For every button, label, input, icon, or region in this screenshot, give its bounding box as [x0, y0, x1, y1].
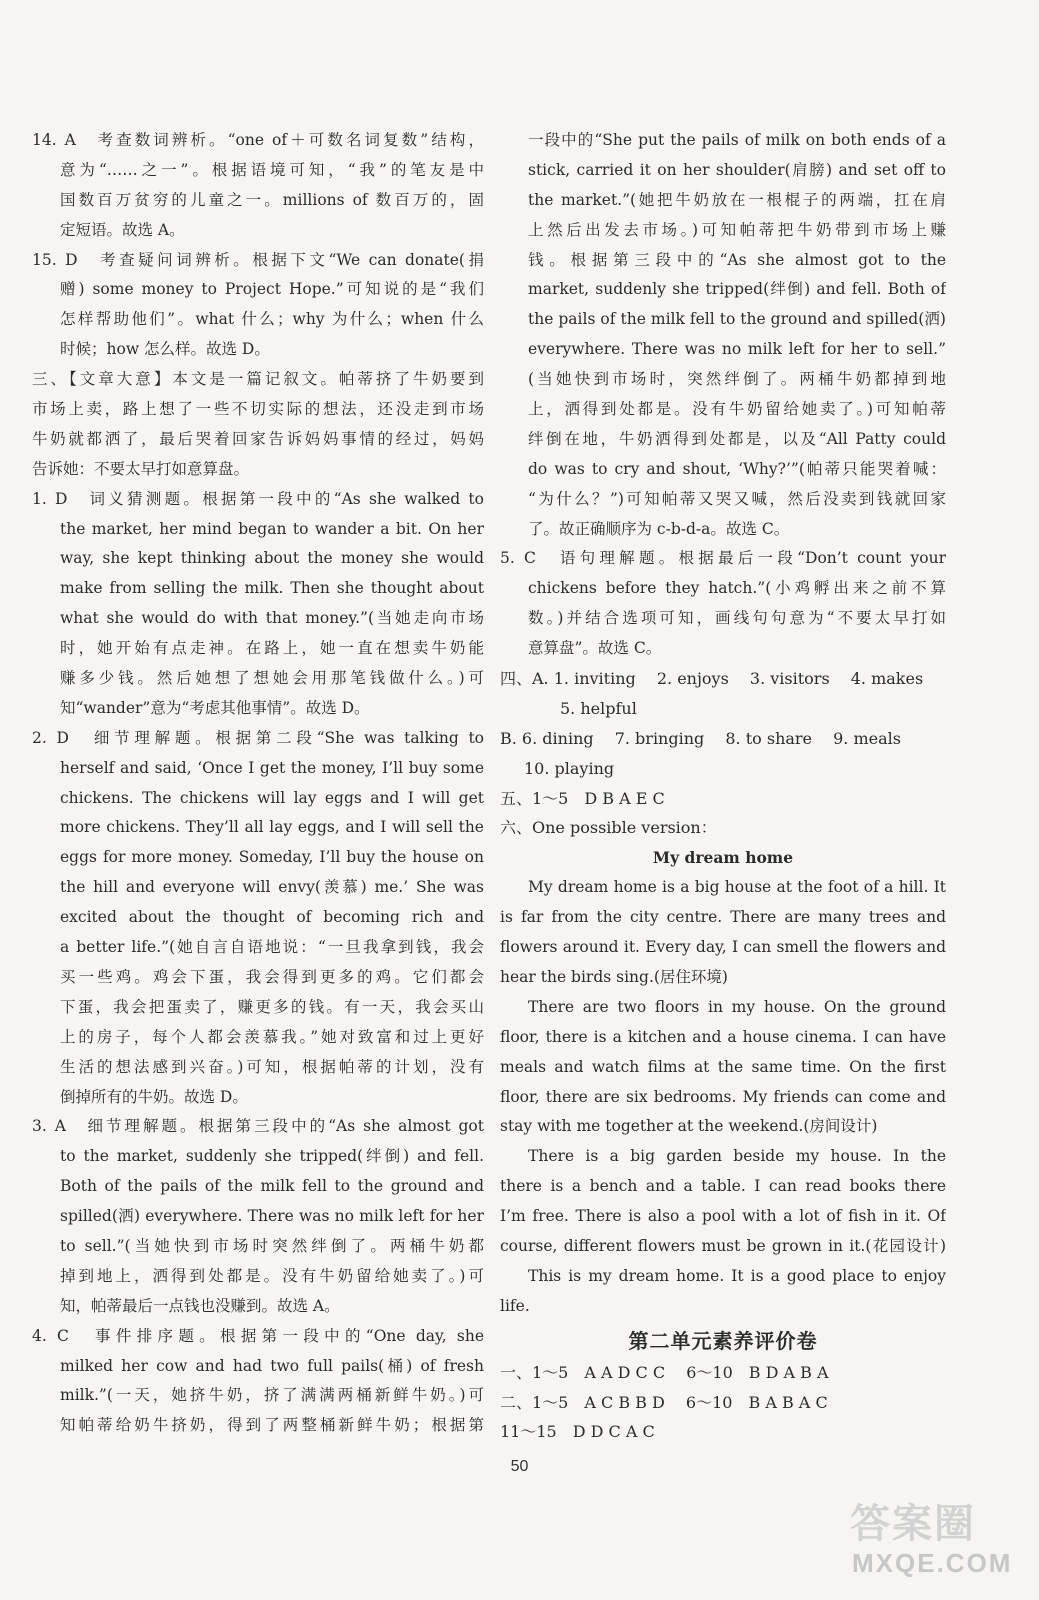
- unit2-row3: 11～15 D D C A C: [500, 1422, 655, 1442]
- right-text-line: the pails of the milk fell to the ground and spilled(洒): [528, 310, 946, 329]
- left-text-line: what she would do with that money.”(当她走向市场: [60, 609, 484, 628]
- left-text-line: 市场上卖，路上想了一些不切实际的想法，还没走到市场: [32, 400, 484, 419]
- right-text-line: 一段中的“She put the pails of milk on both ends of a: [528, 131, 946, 149]
- left-text-line: eggs for more money. Someday, I’ll buy the house on: [60, 848, 484, 867]
- essay-line: There are two floors in my house. On the ground: [528, 997, 946, 1016]
- essay-line: there is a bench and a table. I can read books there: [500, 1177, 946, 1196]
- left-text-line: the hill and everyone will envy(羡慕) me.’ She was: [60, 878, 484, 897]
- left-text-line: 时候；how 怎么样。故选 D。: [60, 340, 270, 359]
- vocab-line-b: B. 6. dining 7. bringing 8. to share 9. meals: [500, 728, 901, 748]
- left-text-line: 4. C 事件排序题。根据第一段中的“One day, she: [32, 1326, 484, 1345]
- watermark-logo: [838, 1490, 1028, 1590]
- right-text-line: 绊倒在地，牛奶洒得到处都是，以及“All Patty could: [528, 429, 946, 448]
- left-text-line: 2. D 细节理解题。根据第二段“She was talking to: [32, 728, 484, 747]
- left-text-line: 告诉她：不要太早打如意算盘。: [32, 459, 250, 478]
- essay-line: floor, there is a kitchen and a house cinema. I can have: [500, 1027, 946, 1046]
- right-text-line: 数。)并结合选项可知，画线句句意为“不要太早打如: [528, 609, 946, 628]
- left-text-line: 三、【文章大意】本文是一篇记叙文。帕蒂挤了牛奶要到: [32, 370, 484, 389]
- right-text-line: 钱。根据第三段中的“As she almost got to the: [528, 250, 946, 269]
- left-text-line: herself and said, ‘Once I get the money, I’ll buy some: [60, 758, 484, 777]
- left-text-line: 赚多少钱。然后她想了想她会用那笔钱做什么。)可: [60, 669, 484, 688]
- right-text-line: the market.”(她把牛奶放在一根棍子的两端，扛在肩: [528, 190, 946, 209]
- right-text-line: stick, carried it on her shoulder(肩膀) and set off to: [528, 160, 946, 179]
- left-column: [32, 126, 484, 1441]
- right-column: [500, 126, 946, 1447]
- left-text-line: 掉到地上，洒得到处都是。没有牛奶留给她卖了。)可: [60, 1266, 484, 1285]
- right-text-line: market, suddenly she tripped(绊倒) and fell. Both of: [528, 280, 946, 299]
- left-text-line: 国数百万贫穷的儿童之一。millions of 数百万的，固: [60, 190, 484, 209]
- left-text-line: 时，她开始有点走神。在路上，她一直在想卖牛奶能: [60, 639, 484, 658]
- left-text-line: 买一些鸡。鸡会下蛋，我会得到更多的鸡。它们都会: [60, 967, 484, 986]
- vocab-line-a: 四、A. 1. inviting 2. enjoys 3. visitors 4. makes: [500, 669, 924, 689]
- essay-line: I’m free. There is also a pool with a lot of fish in it. Of: [500, 1207, 946, 1226]
- left-text-line: 15. D 考查疑问词辨析。根据下文“We can donate(捐: [32, 250, 484, 269]
- left-text-line: 怎样帮助他们”。what 什么；why 为什么；when 什么: [60, 310, 484, 329]
- right-text-line: 上，洒得到处都是。没有牛奶留给她卖了。)可知帕蒂: [528, 400, 946, 419]
- essay-line: life.: [500, 1296, 530, 1315]
- left-text-line: the market, her mind began to wander a bit. On her: [60, 519, 484, 538]
- essay-line: stay with me together at the weekend.(房间设计): [500, 1117, 878, 1136]
- left-text-line: milked her cow and had two full pails(桶) of fresh: [60, 1356, 484, 1375]
- left-text-line: 牛奶就都洒了，最后哭着回家告诉妈妈事情的经过，妈妈: [32, 429, 484, 448]
- essay-line: is far from the city centre. There are many trees and: [500, 908, 946, 927]
- left-text-line: 知，帕蒂最后一点钱也没赚到。故选 A。: [60, 1296, 340, 1315]
- left-text-line: 知“wander”意为“考虑其他事情”。故选 D。: [60, 698, 370, 717]
- left-text-line: more chickens. They’ll all lay eggs, and I will sell the: [60, 818, 484, 837]
- essay-line: This is my dream home. It is a good place to enjoy: [528, 1266, 946, 1285]
- section-five-answers: 五、1～5 D B A E C: [500, 788, 665, 808]
- unit2-title: 第二单元素养评价卷: [628, 1328, 818, 1353]
- essay-line: hear the birds sing.(居住环境): [500, 967, 728, 986]
- left-text-line: 上的房子，每个人都会羡慕我。”她对致富和过上更好: [60, 1027, 484, 1046]
- left-text-line: way, she kept thinking about the money she would: [60, 549, 484, 568]
- left-text-line: 14. A 考查数词辨析。“one of＋可数名词复数”结构，: [32, 131, 484, 149]
- left-text-line: 赠) some money to Project Hope.”可知说的是“我们: [60, 280, 484, 299]
- right-text-line: 意算盘”。故选 C。: [528, 639, 662, 658]
- left-text-line: 生活的想法感到兴奋。)可知，根据帕蒂的计划，没有: [60, 1057, 484, 1076]
- vocab-line-a2: 5. helpful: [560, 698, 637, 718]
- left-text-line: chickens. The chickens will lay eggs and I will get: [60, 788, 484, 807]
- watermark-logo-text: 答案圈: [850, 1501, 976, 1547]
- vocab-line-b2: 10. playing: [524, 758, 615, 778]
- right-text-line: “为什么？”)可知帕蒂又哭又喊，然后没卖到钱就回家: [528, 489, 946, 508]
- right-text-line: (当她快到市场时，突然绊倒了。两桶牛奶都掉到地: [528, 370, 946, 389]
- right-explanations: [500, 126, 946, 664]
- essay-line: flowers around it. Every day, I can smell the flowers and: [500, 938, 946, 957]
- essay-line: My dream home is a big house at the foot of a hill. It: [528, 878, 946, 897]
- right-text-line: everywhere. There was no milk left for her to sell.”: [528, 340, 946, 359]
- left-text-line: 下蛋，我会把蛋卖了，赚更多的钱。有一天，我会买山: [60, 997, 484, 1016]
- left-text-line: excited about the thought of becoming rich and: [60, 908, 484, 927]
- left-text-line: 1. D 词义猜测题。根据第一段中的“As she walked to: [32, 489, 484, 508]
- unit2-row2: 二、1～5 A C B B D 6～10 B A B A C: [500, 1392, 828, 1412]
- right-text-line: 了。故正确顺序为 c-b-d-a。故选 C。: [528, 519, 790, 538]
- right-text-line: do was to cry and shout, ‘Why?’”(帕蒂只能哭着喊：: [528, 459, 946, 478]
- left-text-line: 3. A 细节理解题。根据第三段中的“As she almost got: [32, 1117, 484, 1136]
- essay-body: [500, 873, 946, 1321]
- left-text-line: make from selling the milk. Then she thought about: [60, 579, 484, 598]
- left-text-line: 定短语。故选 A。: [60, 220, 185, 239]
- left-text-line: a better life.”(她自言自语地说：“一旦我拿到钱，我会: [60, 938, 484, 957]
- section-six-label: 六、One possible version：: [500, 818, 717, 838]
- right-text-line: 5. C 语句理解题。根据最后一段“Don’t count your: [500, 549, 946, 568]
- right-text-line: chickens before they hatch.”(小鸡孵出来之前不算: [528, 579, 946, 598]
- essay-line: There is a big garden beside my house. In the: [528, 1147, 946, 1166]
- essay-line: floor, there are six bedrooms. My friends can come and: [500, 1087, 946, 1106]
- left-text-line: to sell.”(当她快到市场时突然绊倒了。两桶牛奶都: [60, 1236, 484, 1255]
- left-text-line: 知帕蒂给奶牛挤奶，得到了两整桶新鲜牛奶；根据第: [60, 1416, 484, 1435]
- watermark-url: MXQE.COM: [852, 1548, 1013, 1578]
- left-text-line: to the market, suddenly she tripped(绊倒) and fell.: [60, 1147, 484, 1166]
- right-text-line: 上然后出发去市场。)可知帕蒂把牛奶带到市场上赚: [528, 220, 946, 239]
- vocab-answers: [500, 664, 946, 843]
- unit2-row1: 一、1～5 A A D C C 6～10 B D A B A: [500, 1362, 829, 1382]
- page-number: 50: [510, 1458, 529, 1475]
- left-text-line: Both of the pails of the milk fell to the ground and: [60, 1177, 484, 1196]
- left-text-line: spilled(洒) everywhere. There was no milk left for her: [60, 1207, 484, 1226]
- essay-line: meals and watch films at the same time. On the first: [500, 1057, 946, 1076]
- left-text-line: milk.”(一天，她挤牛奶，挤了满满两桶新鲜牛奶。)可: [60, 1386, 484, 1405]
- essay-title: My dream home: [652, 848, 794, 868]
- left-text-line: 意为“……之一”。根据语境可知，“我”的笔友是中: [60, 160, 484, 179]
- left-text-line: 倒掉所有的牛奶。故选 D。: [60, 1087, 248, 1106]
- essay-line: course, different flowers must be grown in it.(花园设计): [500, 1236, 946, 1255]
